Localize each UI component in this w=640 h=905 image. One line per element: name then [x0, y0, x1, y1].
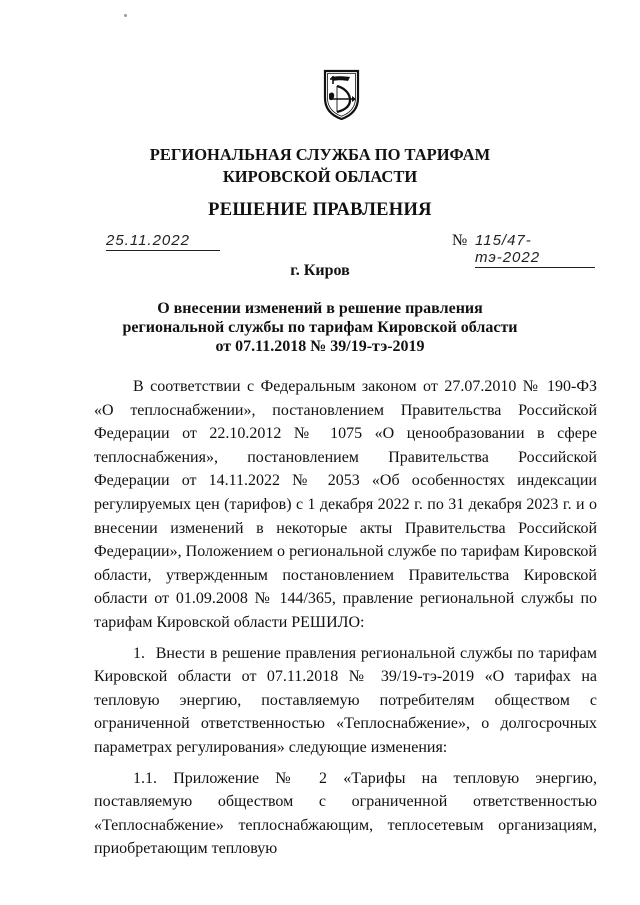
paragraph-number: 1. — [133, 644, 145, 662]
document-date: 25.11.2022 — [106, 232, 220, 251]
city: г. Киров — [290, 262, 350, 279]
subject-line1: О внесении изменений в решение правления — [157, 300, 483, 317]
subject-line3: от 07.11.2018 № 39/19-тэ-2019 — [215, 338, 425, 355]
organization-name — [0, 144, 640, 188]
paragraph-text: Внести в решение правления региональной службы по тарифам Кировской области от 07.11.2018 № 39/19-тэ-2019 «О тарифах на тепловую энергию, поставляемую потребителям обществом с ограниченной ответственностью «Теплоснабжение», о долгосрочных параметрах регулирования» следующие изменения: — [94, 644, 598, 756]
body-paragraph: 1.1. Приложение № 2 «Тарифы на тепловую энергию, поставляемую обществом с ограниченной ответственностью «Теплоснабжение» теплоснабжающим, теплосетевым организациям, приобретающим тепловую — [94, 769, 597, 858]
document-subject — [0, 299, 640, 356]
document-number-label: № — [452, 232, 468, 249]
organization-name-line2: КИРОВСКОЙ ОБЛАСТИ — [222, 167, 418, 186]
body-paragraph: В соответствии с Федеральным законом от 27.07.2010 № 190-ФЗ «О теплоснабжении», постановлением Правительства Российской Федерации от 22.10.2012 № 1075 «О ценообразовании в сфере теплоснабжения», постановлением Правительства Российской Федерации от 14.11.2022 № 2053 «Об особенностях индексации регулируемых цен (тарифов) с 1 декабря 2022 г. по 31 декабря 2023 г. и о внесении изменений в некоторые акты Правительства Российской Федерации», Положением о региональной службе по тарифам Кировской области, утвержденным постановлением Правительства Кировской области от 01.09.2008 № 144/365, правление региональной службы по тарифам Кировской области РЕШИЛО: — [94, 378, 597, 631]
subject-line2: региональной службы по тарифам Кировской области — [122, 319, 518, 336]
organization-name-line1: РЕГИОНАЛЬНАЯ СЛУЖБА ПО ТАРИФАМ — [149, 145, 491, 164]
document-number: 115/47-тэ-2022 — [475, 232, 595, 268]
body-paragraph — [94, 642, 597, 760]
kirov-coat-of-arms-icon — [323, 68, 360, 120]
document-type: РЕШЕНИЕ ПРАВЛЕНИЯ — [208, 200, 432, 220]
scan-speck — [124, 14, 127, 17]
document-body — [94, 375, 597, 868]
